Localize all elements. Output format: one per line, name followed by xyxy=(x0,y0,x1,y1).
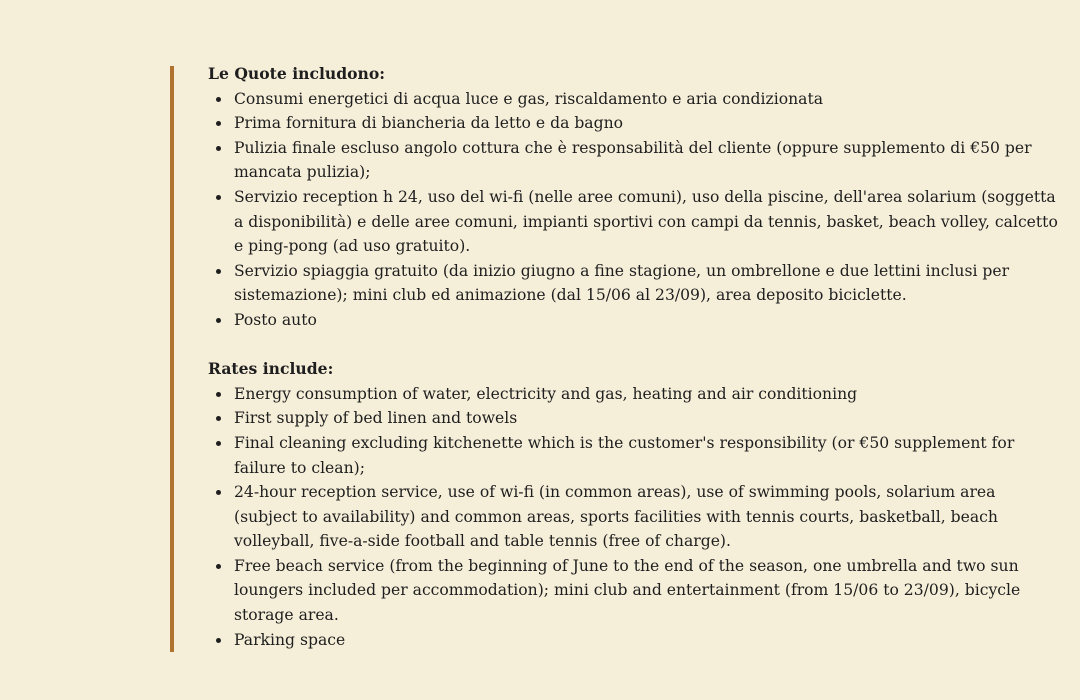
bullet-icon xyxy=(216,392,221,397)
bullet-icon xyxy=(216,564,221,569)
bullet-icon xyxy=(216,146,221,151)
list-item-text: First supply of bed linen and towels xyxy=(234,409,518,428)
list-item xyxy=(208,628,1060,653)
section-spacer xyxy=(208,333,1060,358)
italian-section xyxy=(208,62,1060,333)
list-item-text: Free beach service (from the beginning of June to the end of the season, one umbrella and two sun loungers included per accommodation); mini club and entertainment (from 15/06 to 23/09), bicycle storage area. xyxy=(234,556,1021,625)
bullet-icon xyxy=(216,441,221,446)
list-item xyxy=(208,259,1060,308)
list-item-text: Prima fornitura di biancheria da letto e da bagno xyxy=(234,114,624,133)
bullet-icon xyxy=(216,269,221,274)
bullet-icon xyxy=(216,121,221,126)
list-item xyxy=(208,382,1060,407)
bullet-icon xyxy=(216,97,221,102)
list-item-text: Servizio spiaggia gratuito (da inizio giugno a fine stagione, un ombrellone e due lettini inclusi per sistemazione); mini club ed animazione (dal 15/06 al 23/09), area deposito biciclette. xyxy=(234,261,1010,305)
bullet-icon xyxy=(216,490,221,495)
english-list xyxy=(208,382,1060,653)
bullet-icon xyxy=(216,195,221,200)
list-item-text: 24-hour reception service, use of wi-fi (in common areas), use of swimming pools, solarium area (subject to availability) and common areas, sports facilities with tennis courts, basketball, beach volleyball, five-a-side football and table tennis (free of charge). xyxy=(234,483,998,551)
list-item-text: Consumi energetici di acqua luce e gas, riscaldamento e aria condizionata xyxy=(234,89,824,108)
list-item xyxy=(208,554,1060,628)
list-item-text: Pulizia finale escluso angolo cottura che è responsabilità del cliente (oppure supplemento di €50 per mancata pulizia); xyxy=(234,138,1032,182)
bullet-icon xyxy=(216,638,221,643)
list-item-text: Posto auto xyxy=(234,310,317,329)
list-item xyxy=(208,136,1060,185)
bullet-icon xyxy=(216,318,221,323)
list-item-text: Energy consumption of water, electricity and gas, heating and air conditioning xyxy=(234,384,858,403)
rates-content xyxy=(208,62,1060,652)
bullet-icon xyxy=(216,416,221,421)
list-item xyxy=(208,480,1060,554)
list-item xyxy=(208,111,1060,136)
english-section xyxy=(208,357,1060,652)
list-item xyxy=(208,87,1060,112)
list-item xyxy=(208,308,1060,333)
list-item-text: Servizio reception h 24, uso del wi-fi (nelle aree comuni), uso della piscine, dell'area solarium (soggetta a disponibilità) e delle aree comuni, impianti sportivi con campi da tennis, basket, beach volley, calcetto e ping-pong (ad uso gratuito). xyxy=(234,187,1058,256)
accent-bar xyxy=(170,66,174,652)
list-item xyxy=(208,185,1060,259)
italian-heading: Le Quote includono: xyxy=(208,64,386,83)
list-item-text: Final cleaning excluding kitchenette which is the customer's responsibility (or €50 supplement for failure to clean); xyxy=(234,433,1015,477)
italian-list xyxy=(208,87,1060,333)
list-item xyxy=(208,431,1060,480)
list-item-text: Parking space xyxy=(234,630,346,649)
list-item xyxy=(208,406,1060,431)
english-heading: Rates include: xyxy=(208,359,334,379)
